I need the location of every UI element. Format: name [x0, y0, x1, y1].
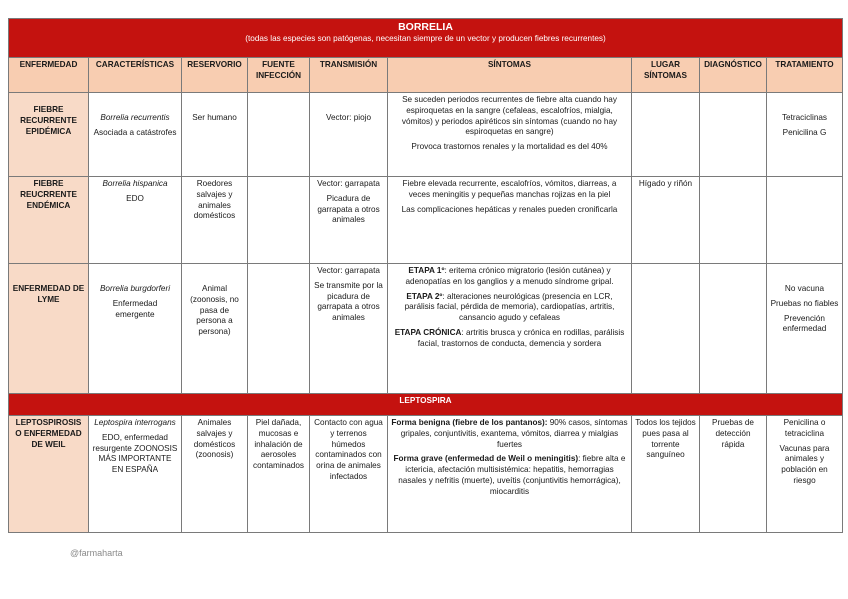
sintomas-cell	[388, 416, 632, 533]
char-note: Enfermedad emergente	[112, 298, 158, 319]
borrelia-leptospira-table	[8, 18, 843, 533]
row-leptospirosis	[9, 416, 843, 533]
header-caracteristicas: CARACTERÍSTICAS	[89, 58, 182, 93]
borrelia-subtitle: (todas las especies son patógenas, necesitan siempre de un vector y producen fiebres recurrentes)	[245, 33, 606, 43]
species-name: Leptospira interrogans	[94, 418, 176, 427]
reservorio-cell: Animales salvajes y domésticos (zoonosis)	[182, 416, 248, 533]
species-name: Borrelia hispanica	[102, 179, 168, 188]
transmision-cell	[310, 264, 388, 394]
disease-name: ENFERMEDAD DE LYME	[9, 264, 89, 394]
header-sintomas: SÍNTOMAS	[388, 58, 632, 93]
header-reservorio: RESERVORIO	[182, 58, 248, 93]
species-name: Borrelia recurrentis	[100, 113, 170, 122]
lugar-cell: Todos los tejidos pues pasa al torrente sanguíneo	[632, 416, 700, 533]
disease-name: LEPTOSPIROSIS O ENFERMEDAD DE WEIL	[9, 416, 89, 533]
header-transmision: TRANSMISIÓN	[310, 58, 388, 93]
transmision-cell: Vector: piojo	[310, 93, 388, 177]
tratamiento-text: No vacuna	[784, 284, 825, 293]
benigna-text: 90% casos, síntomas gripales, conjuntivitis, exantema, vómitos, diarrea y mialgias fuertes	[400, 418, 628, 449]
tratamiento-text: Penicilina o tetraciclina	[783, 418, 826, 438]
sintomas-cell	[388, 93, 632, 177]
header-enfermedad: ENFERMEDAD	[9, 58, 89, 93]
transmision-text: Vector: garrapata	[317, 266, 380, 275]
sintomas-text: Se suceden periodos recurrentes de fiebre alta cuando hay espiroquetas en la sangre (cefaleas, escalofríos, mialgia, vómitos) y periodos apiréticos sin síntomas (cuando no hay espiroquetas en sangre)	[401, 95, 618, 137]
lugar-cell: Hígado y riñón	[632, 177, 700, 264]
grave-label: Forma grave (enfermedad de Weil o meningitis)	[393, 454, 579, 464]
disease-name: FIEBRE RECURRENTE EPIDÉMICA	[9, 93, 89, 177]
caracteristicas-cell	[89, 93, 182, 177]
sintomas-text: Fiebre elevada recurrente, escalofríos, vómitos, diarreas, a veces meningitis y pequeñas manchas rojizas en la piel	[402, 179, 617, 199]
tratamiento-cell	[767, 264, 843, 394]
sintomas-text: Provoca trastornos renales y la mortalidad es del 40%	[411, 142, 608, 152]
diagnostico-cell	[700, 93, 767, 177]
sintomas-cell	[388, 264, 632, 394]
fuente-cell	[248, 93, 310, 177]
author-credit: @farmaharta	[70, 548, 123, 558]
tratamiento-text: Penicilina G	[782, 127, 827, 137]
etapa1-text: : eritema crónico migratorio (lesión cutánea) y adenopatías en los ganglios y a menudo síndrome gripal.	[405, 266, 614, 286]
tratamiento-text: Pruebas no fiables	[770, 298, 839, 308]
borrelia-banner	[9, 19, 843, 58]
lugar-cell	[632, 93, 700, 177]
reservorio-cell: Animal (zoonosis, no pasa de persona a persona)	[182, 264, 248, 394]
fuente-cell	[248, 264, 310, 394]
disease-name: FIEBRE REUCRRENTE ENDÉMICA	[9, 177, 89, 264]
transmision-text: Picadura de garrapata a otros animales	[317, 193, 380, 225]
char-note: EDO, enfermedad resurgente ZOONOSIS MÁS IMPORTANTE EN ESPAÑA	[92, 432, 178, 475]
lugar-cell	[632, 264, 700, 394]
char-note: EDO	[126, 193, 144, 203]
diagnostico-cell	[700, 177, 767, 264]
etapa3-label: ETAPA CRÓNICA	[394, 328, 462, 338]
tratamiento-text: Prevención enfermedad	[782, 313, 827, 334]
transmision-cell: Contacto con agua y terrenos húmedos contaminados con orina de animales infectados	[310, 416, 388, 533]
row-fiebre-endemica	[9, 177, 843, 264]
tratamiento-cell	[767, 93, 843, 177]
header-fuente-infeccion: FUENTE INFECCIÓN	[248, 58, 310, 93]
etapa1-label: ETAPA 1º	[408, 266, 445, 275]
char-note: Asociada a catástrofes	[93, 127, 177, 137]
caracteristicas-cell	[89, 177, 182, 264]
reservorio-cell: Ser humano	[182, 93, 248, 177]
etapa3-text: : artritis brusca y crónica en rodillas, parálisis facial, trastornos de conducta, demencia y sordera	[417, 328, 625, 348]
sintomas-cell	[388, 177, 632, 264]
transmision-text: Vector: garrapata	[317, 179, 380, 188]
tratamiento-text: Vacunas para animales y población en riesgo	[779, 443, 830, 486]
header-row	[9, 58, 843, 93]
diagnostico-cell	[700, 264, 767, 394]
transmision-cell	[310, 177, 388, 264]
reservorio-cell: Roedores salvajes y animales domésticos	[182, 177, 248, 264]
header-tratamiento: TRATAMIENTO	[767, 58, 843, 93]
etapa2-text: : alteraciones neurológicas (presencia en LCR, parálisis facial, pérdida de memoria), cardiopatías, artritis, cansancio agudo y cefaleas	[404, 291, 615, 323]
leptospira-banner: LEPTOSPIRA	[9, 394, 843, 416]
grave-text: : fiebre alta e ictericia, afectación multisistémica: hepatitis, hemorragias nasales y nefritis (muerte), uveítis (conjuntivitis hemorrágica), miocarditis	[398, 454, 626, 496]
transmision-text: Se transmite por la picadura de garrapata a otros animales	[314, 280, 383, 323]
caracteristicas-cell	[89, 264, 182, 394]
tratamiento-cell	[767, 177, 843, 264]
row-fiebre-epidemica	[9, 93, 843, 177]
row-lyme	[9, 264, 843, 394]
borrelia-title: BORRELIA	[398, 21, 453, 33]
caracteristicas-cell	[89, 416, 182, 533]
sintomas-text: Las complicaciones hepáticas y renales pueden cronificarla	[401, 204, 618, 214]
header-diagnostico: DIAGNÓSTICO	[700, 58, 767, 93]
diagnostico-cell: Pruebas de detección rápida	[700, 416, 767, 533]
species-name: Borrelia burgdorferi	[99, 284, 171, 293]
tratamiento-text: Tetraciclinas	[781, 113, 828, 122]
etapa2-label: ETAPA 2º	[406, 291, 443, 301]
fuente-cell: Piel dañada, mucosas e inhalación de aerosoles contaminados	[248, 416, 310, 533]
benigna-label: Forma benigna (fiebre de los pantanos):	[391, 418, 548, 427]
fuente-cell	[248, 177, 310, 264]
header-lugar-sintomas: LUGAR SÍNTOMAS	[632, 58, 700, 93]
tratamiento-cell	[767, 416, 843, 533]
